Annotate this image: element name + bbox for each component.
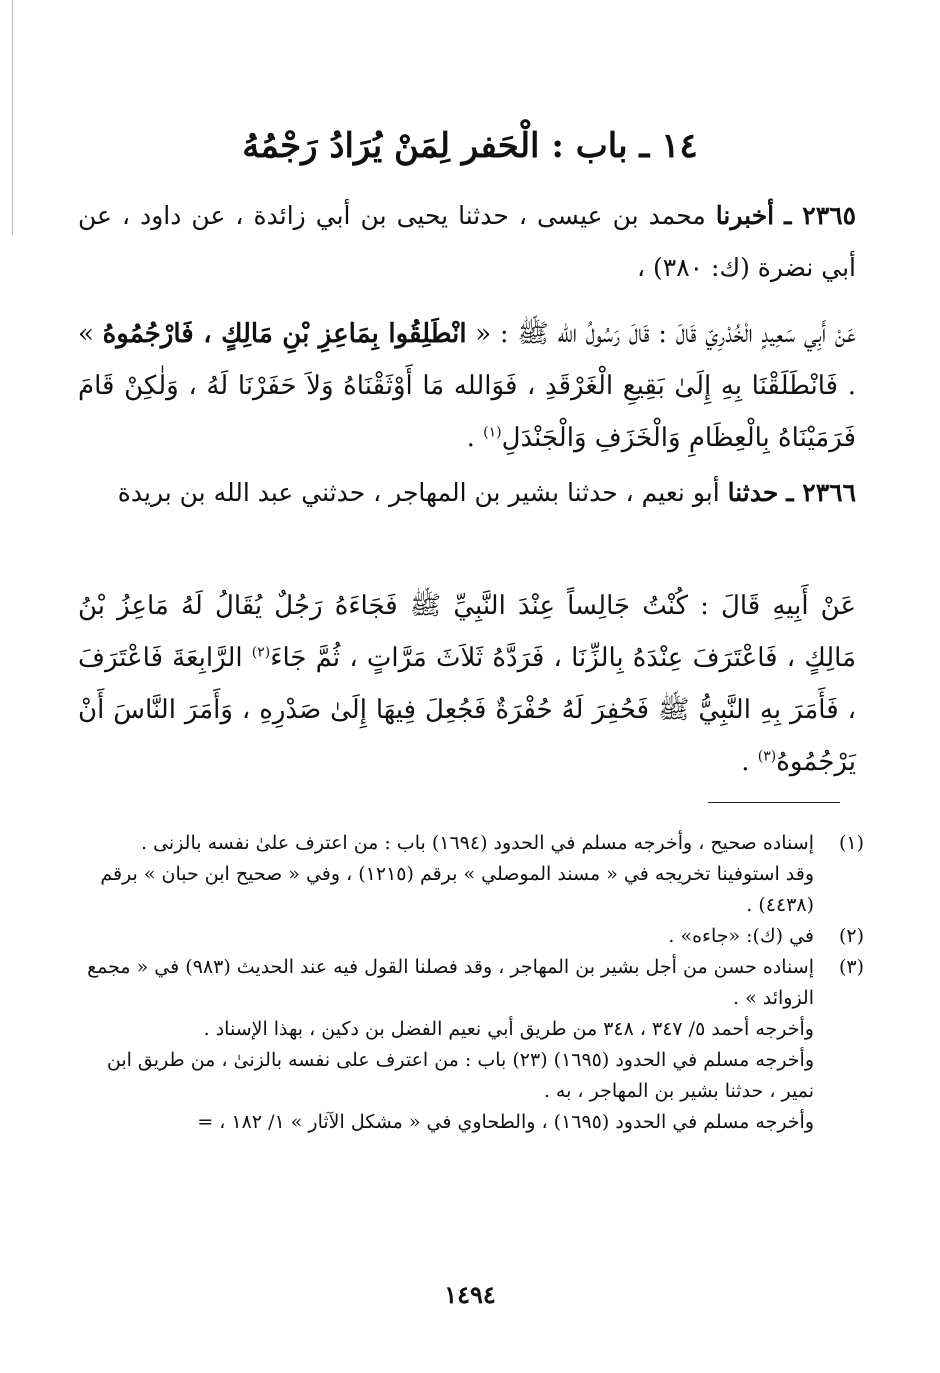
footnote-line: وأخرجه أحمد ٥/ ٣٤٧ ، ٣٤٨ من طريق أبي نعيم الفضل بن دكين ، بهذا الإسناد .: [203, 1018, 814, 1040]
prophetic-saying: انْطَلِقُوا بِمَاعِزِ بْنِ مَالِكٍ ، فَارْجُمُوهُ: [102, 319, 467, 349]
matn-end: .: [466, 423, 475, 453]
hadith-2366-isnad: [78, 467, 856, 519]
matn-body: » . فَانْطَلَقْنَا بِهِ إِلَىٰ بَقِيعِ الْغَرْقَدِ ، فَوَالله مَا أَوْثَقْنَاهُ وَلاَ حَفَرْنَا لَهُ ، وَلٰكِنْ قَامَ فَرَمَيْنَاهُ بِالْعِظَامِ وَالْخَزَفِ وَالْجَنْدَلِ: [78, 319, 856, 453]
isnad-text: أبو نعيم ، حدثنا بشير بن المهاجر ، حدثني عبد الله بن بريدة: [117, 478, 720, 507]
footnote-number: (٢): [838, 925, 864, 947]
hadith-number: ٢٣٦٥ ـ: [784, 201, 856, 230]
footnote-number: (٣): [838, 956, 864, 978]
footnote-number: (١): [838, 832, 864, 854]
footnotes: [84, 828, 864, 1138]
footnote-2: [84, 921, 864, 952]
footnote-ref[interactable]: (١): [483, 424, 502, 441]
matn-body-a: عَنْ أَبِيهِ قَالَ : كُنْتُ جَالِساً عِنْدَ النَّبِيِّ ﷺ فَجَاءَهُ رَجُلٌ يُقَالُ لَهُ مَاعِزُ بْنُ مَالِكٍ ، فَاعْتَرَفَ عِنْدَهُ بِالزِّنَا ، فَرَدَّهُ ثَلاَثَ مَرَّاتٍ ، ثُمَّ جَاءَ: [78, 591, 856, 673]
chapter-title: ١٤ ـ باب : الْحَفر لِمَنْ يُرَادُ رَجْمُهُ: [242, 126, 698, 166]
footnote-ref[interactable]: (٢): [251, 644, 271, 661]
matn-intro: عَنْ أَبِي سَعِيدٍ الْخُدْرِيّ قَالَ : قَالَ رَسُولُ الله ﷺ : «: [475, 319, 856, 349]
footnote-line: وأخرجه مسلم في الحدود (١٦٩٥) (٢٣) باب : من اعترف على نفسه بالزنىٰ ، من طريق ابن نمير ، حدثنا بشير بن المهاجر ، به .: [106, 1049, 814, 1102]
footnote-3: [84, 952, 864, 1138]
footnote-line: في (ك): «جاءه» .: [668, 925, 814, 947]
hadith-2366-matn: [78, 580, 856, 788]
hadith-number: ٢٣٦٦ ـ: [786, 478, 856, 507]
transmission-verb: أخبرنا: [715, 201, 775, 230]
footnote-1: [84, 828, 864, 921]
footnote-line: إسناده حسن من أجل بشير بن المهاجر ، وقد فصلنا القول فيه عند الحديث (٩٨٣) في « مجمع الزوائد » .: [87, 956, 814, 1009]
footnote-ref[interactable]: (٣): [757, 748, 777, 765]
footnote-separator: [708, 802, 840, 803]
footnote-line: إسناده صحيح ، وأخرجه مسلم في الحدود (١٦٩٤) باب : من اعترف علىٰ نفسه بالزنى .: [140, 832, 814, 854]
footnote-line: وقد استوفينا تخريجه في « مسند الموصلي » برقم (١٢١٥) ، وفي « صحيح ابن حبان » برقم (٤٤٣٨) .: [100, 863, 814, 916]
isnad-text: محمد بن عيسى ، حدثنا يحيى بن أبي زائدة ، عن داود ، عن أبي نضرة (ك: ٣٨٠) ،: [78, 201, 856, 282]
matn-body-b: الرَّابِعَةَ فَاعْتَرَفَ ، فَأَمَرَ بِهِ النَّبِيُّ ﷺ فَحُفِرَ لَهُ حُفْرَةٌ فَجُعِلَ فِيهَا إِلَىٰ صَدْرِهِ ، وَأَمَرَ النَّاسَ أَنْ يَرْجُمُوهُ: [78, 643, 856, 777]
matn-end: .: [741, 747, 750, 777]
hadith-2365-matn: [78, 308, 856, 464]
transmission-verb: حدثنا: [727, 478, 779, 507]
hadith-2365-isnad: [78, 190, 856, 294]
footnote-line: وأخرجه مسلم في الحدود (١٦٩٥) ، والطحاوي في « مشكل الآثار » ١/ ١٨٢ ، =: [197, 1111, 814, 1133]
page-number: ١٤٩٤: [444, 1280, 496, 1309]
